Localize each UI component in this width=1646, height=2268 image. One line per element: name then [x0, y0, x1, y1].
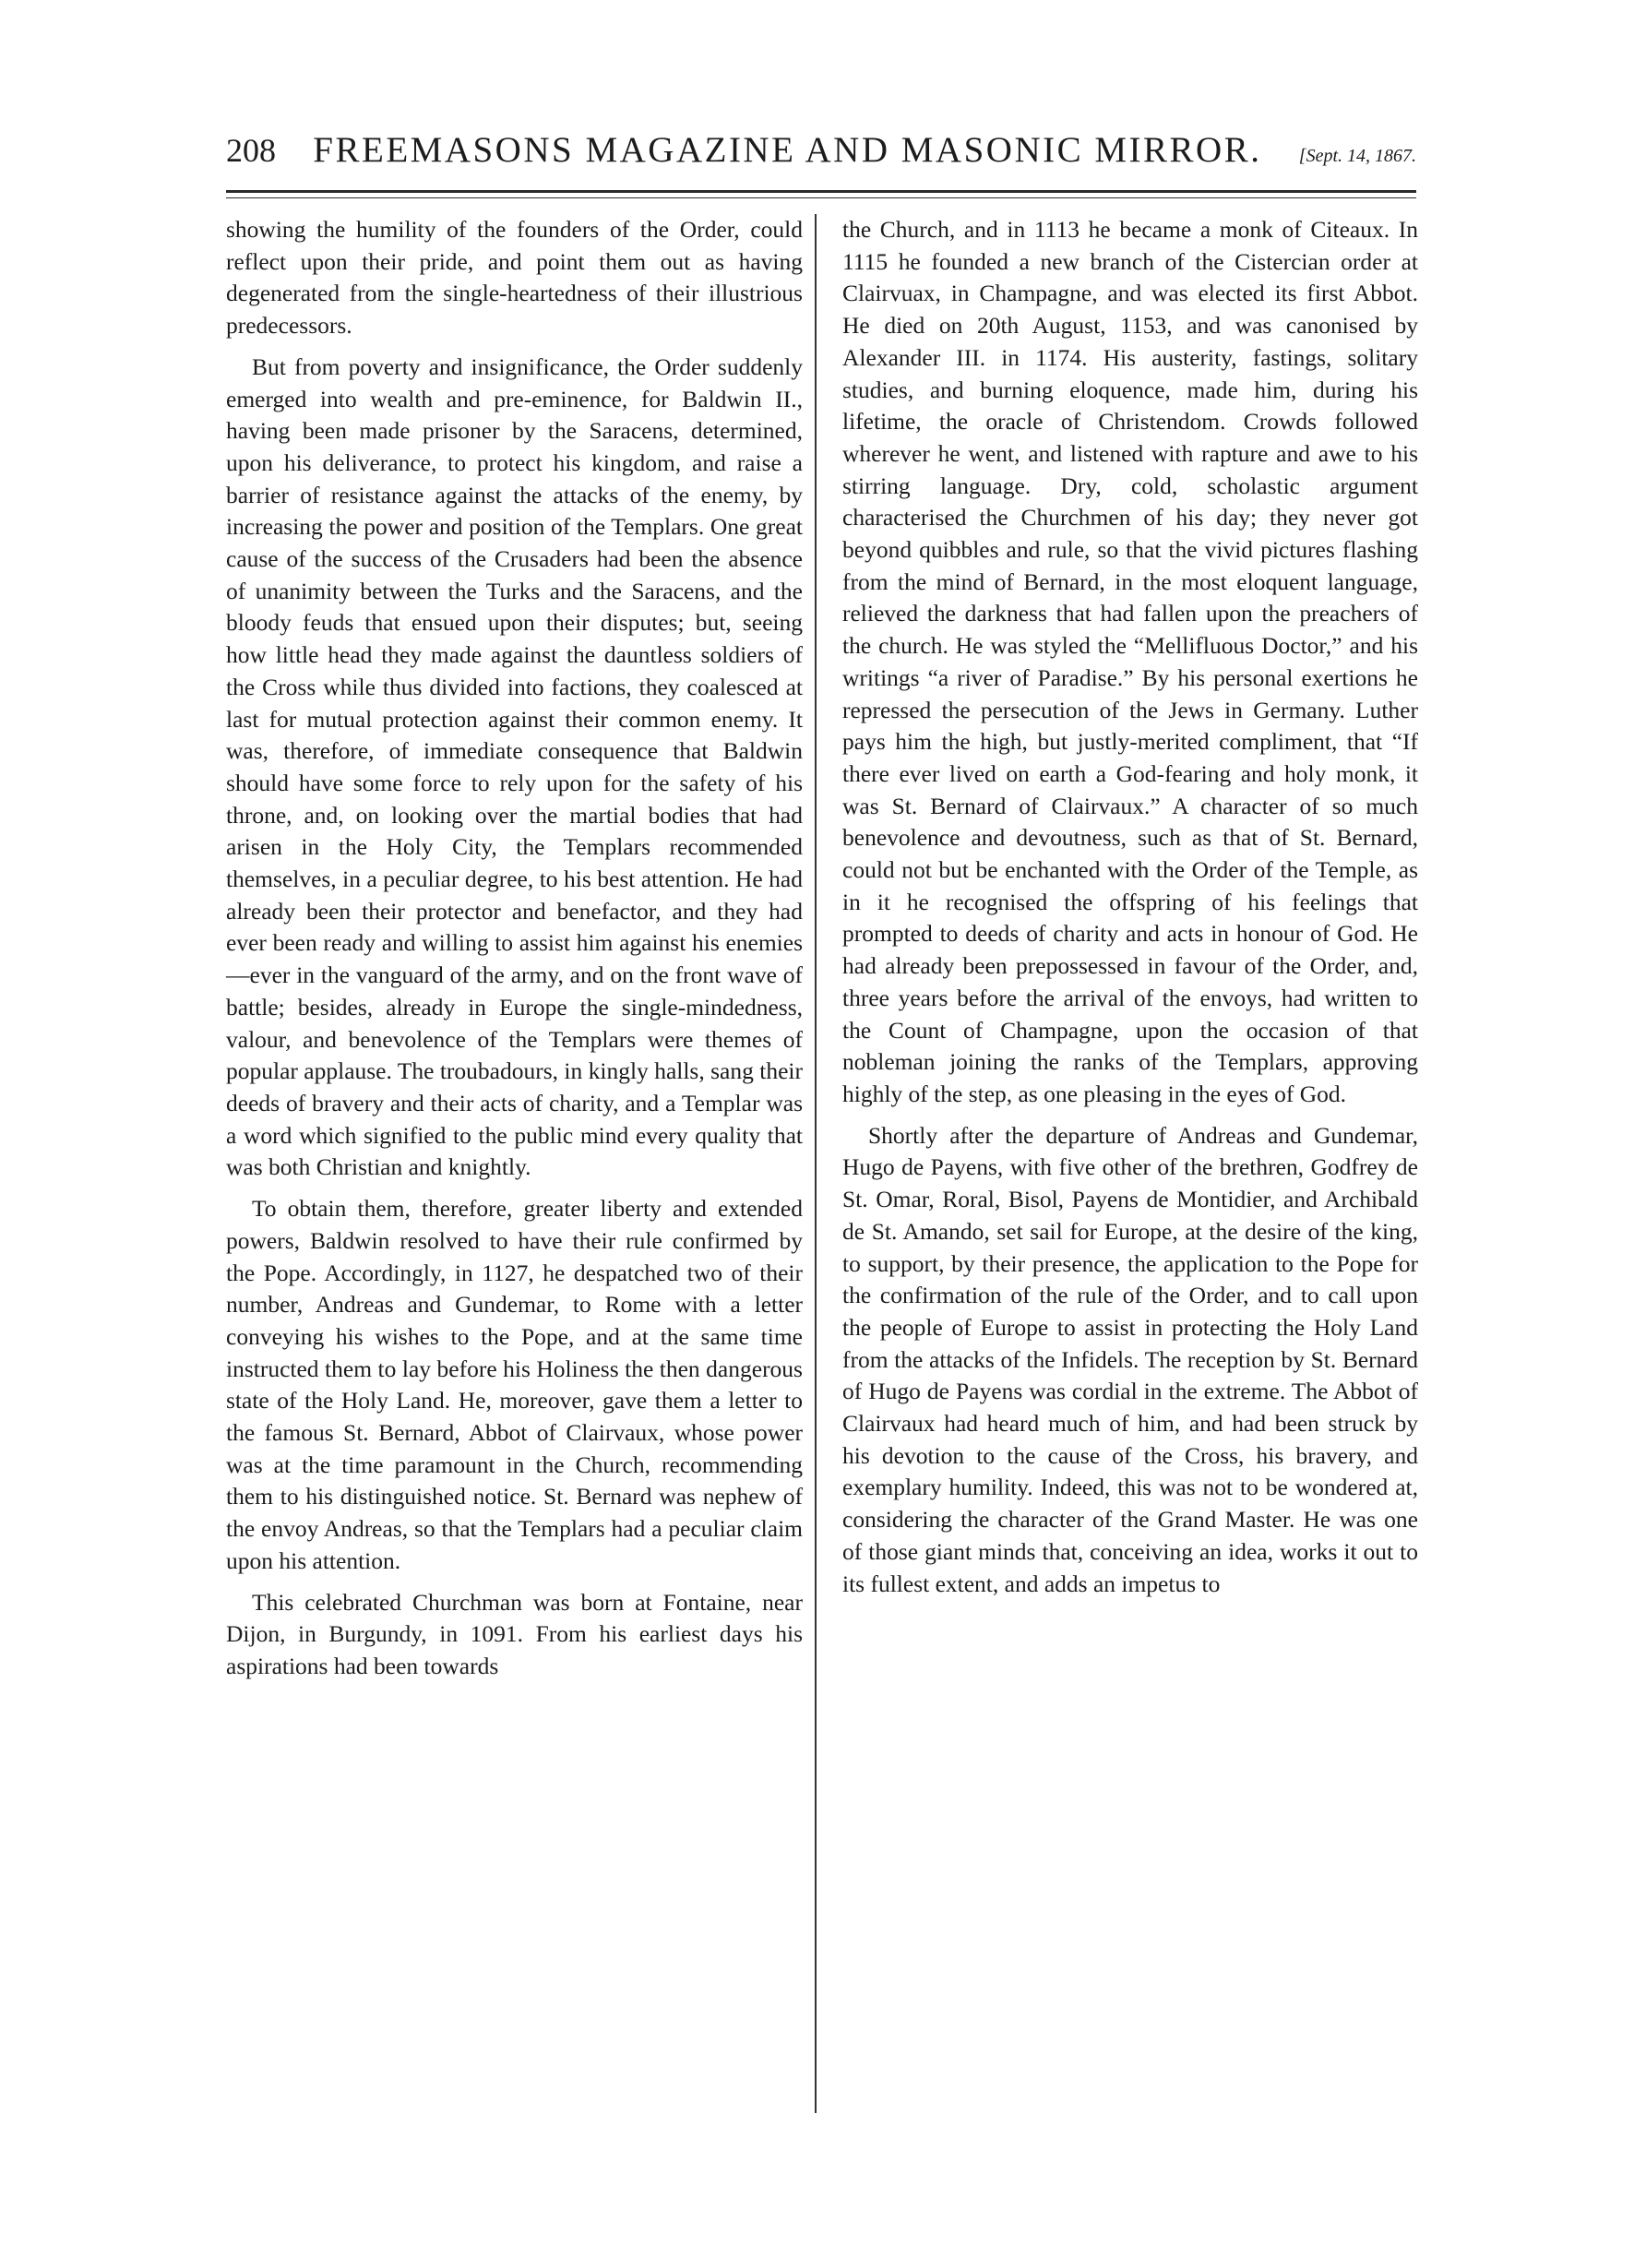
magazine-title: FREEMASONS MAGAZINE AND MASONIC MIRROR. — [313, 130, 1262, 170]
paragraph: showing the humility of the founders of the Order, could reflect upon their pride, and point them out as having degenerated from the single-heartedness of their illustrious predecessors. — [226, 216, 803, 340]
issue-date: [Sept. 14, 1867. — [1298, 146, 1416, 166]
header-rule-thick — [226, 190, 1416, 193]
paragraph: the Church, and in 1113 he became a monk of Citeaux. In 1115 he founded a new branch of the Cistercian order at Clairvuax, in Champagne, and was elected its first Abbot. He died on 20th August, 1153, and was canonised by Alexander III. in 1174. His austerity, fastings, solitary studies, and burning eloquence, made him, during his lifetime, the oracle of Christendom. Crowds followed wherever he went, and listened with rapture and awe to his stirring language. Dry, cold, scholastic argument characterised the Churchmen of his day; they never got beyond quibbles and rule, so that the vivid pictures flashing from the mind of Bernard, in the most eloquent language, relieved the darkness that had fallen upon the preachers of the church. He was styled the “Mellifluous Doctor,” and his writings “a river of Paradise.” By his personal exertions he repressed the persecution of the Jews in Germany. Luther pays him the high, but justly-merited compliment, that “If there ever lived on earth a God-fearing and holy monk, it was St. Bernard of Clairvaux.” A character of so much benevolence and devoutness, such as that of St. Bernard, could not but be enchanted with the Order of the Temple, as in it he recognised the offspring of his feelings that prompted to deeds of charity and acts in honour of God. He had already been prepossessed in favour of the Order, and, three years before the arrival of the envoys, had written to the Count of Champagne, upon the occasion of that nobleman joining the ranks of the Templars, approving highly of the step, as one pleasing in the eyes of God. — [842, 216, 1418, 1107]
column-divider — [815, 214, 817, 2113]
paragraph: To obtain them, therefore, greater liberty and extended powers, Baldwin resolved to have their rule confirmed by the Pope. Accordingly, in 1127, he despatched two of their number, Andreas and Gundemar, to Rome with a letter conveying his wishes to the Pope, and at the same time instructed them to lay before his Holiness the then dangerous state of the Holy Land. He, moreover, gave them a letter to the famous St. Bernard, Abbot of Clairvaux, whose power was at the time paramount in the Church, recommending them to his distinguished notice. St. Bernard was nephew of the envoy Andreas, so that the Templars had a peculiar claim upon his attention. — [226, 1195, 803, 1574]
right-column — [842, 214, 1418, 1609]
paragraph: But from poverty and insignificance, the Order suddenly emerged into wealth and pre-eminence, for Baldwin II., having been made prisoner by the Saracens, determined, upon his deliverance, to protect his kingdom, and raise a barrier of resistance against the attacks of the enemy, by increasing the power and position of the Templars. One great cause of the success of the Crusaders had been the absence of unanimity between the Turks and the Saracens, and the bloody feuds that ensued upon their disputes; but, seeing how little head they made against the dauntless soldiers of the Cross while thus divided into factions, they coalesced at last for mutual protection against their common enemy. It was, therefore, of immediate consequence that Baldwin should have some force to rely upon for the safety of his throne, and, on looking over the martial bodies that had arisen in the Holy City, the Templars recommended themselves, in a peculiar degree, to his best attention. He had already been their protector and benefactor, and they had ever been ready and willing to assist him against his enemies—ever in the vanguard of the army, and on the front wave of battle; besides, already in Europe the single-mindedness, valour, and benevolence of the Templars were themes of popular applause. The troubadours, in kingly halls, sang their deeds of bravery and their acts of charity, and a Templar was a word which signified to the public mind every quality that was both Christian and knightly. — [226, 352, 803, 1181]
left-column — [226, 214, 803, 1692]
paragraph: This celebrated Churchman was born at Fontaine, near Dijon, in Burgundy, in 1091. From his earliest days his aspirations had been towards — [226, 1588, 803, 1679]
header-rule-thin — [226, 197, 1416, 198]
page-header — [226, 129, 1416, 175]
paragraph: Shortly after the departure of Andreas and Gundemar, Hugo de Payens, with five other of the brethren, Godfrey de St. Omar, Roral, Bisol, Payens de Montidier, and Archibald de St. Amando, set sail for Europe, at the desire of the king, to support, by their presence, the application to the Pope for the confirmation of the rule of the Order, and to call upon the people of Europe to assist in protecting the Holy Land from the attacks of the Infidels. The reception by St. Bernard of Hugo de Payens was cordial in the extreme. The Abbot of Clairvaux had heard much of him, and had been struck by his devotion to the cause of the Cross, his bravery, and exemplary humility. Indeed, this was not to be wondered at, considering the character of the Grand Master. He was one of those giant minds that, conceiving an idea, works it out to its fullest extent, and adds an impetus to — [842, 1121, 1418, 1597]
page-number: 208 — [226, 132, 276, 169]
